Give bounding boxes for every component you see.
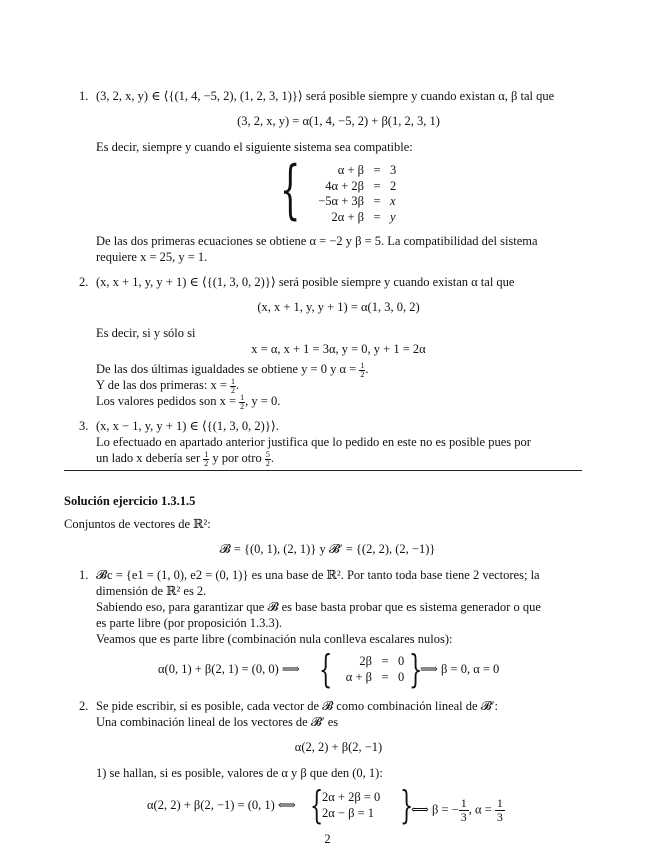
item-1-display-equation: (3, 2, x, y) = α(1, 4, −5, 2) + β(1, 2, 3, 1) (237, 114, 440, 128)
solution-part-2-system (322, 789, 380, 820)
fraction-one-half: $\frac{1}{2}$ (240, 392, 245, 411)
item-2-text-first-two: Y de las dos primeras: x = $\frac{1}{2}$ . (96, 376, 240, 395)
system-row: 2α − β = 1 (322, 805, 375, 820)
solution-part-2-line-1: Se pide escribir, si es posible, cada vector de 𝓑 como combinación lineal de 𝓑′: (96, 699, 498, 713)
solution-sets-display: 𝓑 = {(0, 1), (2, 1)} y 𝓑′ = {(2, 2), (2, −1)} (219, 542, 436, 556)
item-3-text-contradiction: un lado x debería ser $\frac{1}{2}$ y por otro $\frac{5}{2}$ . (96, 449, 274, 468)
fraction-one-half: $\frac{1}{2}$ (204, 449, 209, 468)
item-1-text-conclusion: De las dos primeras ecuaciones se obtiene α = −2 y β = 5. La compatibilidad del sistema (96, 234, 538, 248)
solution-part-1-line-3: Sabiendo eso, para garantizar que 𝓑 es base basta probar que es sistema generador o que (96, 600, 541, 614)
solution-part-2-number: 2. (79, 699, 89, 713)
right-brace-icon: } (409, 647, 423, 691)
item-2-number: 2. (79, 275, 89, 289)
solution-part-1-line-2: dimensión de ℝ² es 2. (96, 584, 207, 598)
item-2-text-iff: Es decir, si y sólo si (96, 326, 196, 340)
solution-part-1-equation-left: α(0, 1) + β(2, 1) = (0, 0) ⟹ (158, 662, 300, 676)
item-2-text-values: Los valores pedidos son x = $\frac{1}{2}$ , y = 0. (96, 392, 281, 411)
fraction-five-halves: $\frac{5}{2}$ (265, 449, 270, 468)
right-brace-icon: } (400, 783, 414, 827)
solution-part-2-line-2: Una combinación lineal de los vectores de 𝓑′ es (96, 715, 339, 729)
system-row: 4α + 2β = 2 (325, 178, 397, 193)
solution-part-1-line-1: 𝓑c = {e1 = (1, 0), e2 = (0, 1)} es una base de ℝ². Por tanto toda base tiene 2 vectores; la (96, 568, 540, 582)
page-number: 2 (324, 832, 331, 846)
item-1-system (296, 162, 396, 224)
horizontal-rule (64, 470, 582, 471)
solution-part-2-display: α(2, 2) + β(2, −1) (294, 740, 383, 754)
item-1-number: 1. (79, 89, 89, 103)
solution-part-1-number: 1. (79, 568, 89, 582)
solution-part-1-line-5: Veamos que es parte libre (combinación nula conlleva escalares nulos): (96, 632, 453, 646)
solution-heading: Solución ejercicio 1.3.1.5 (64, 494, 196, 508)
item-2-statement: (x, x + 1, y, y + 1) ∈ ⟨{(1, 3, 0, 2)}⟩ será posible siempre y cuando existan α tal que (96, 275, 515, 289)
solution-part-1-line-4: es parte libre (por proposición 1.3.3). (96, 616, 283, 630)
left-brace-icon: { (310, 783, 324, 827)
item-1-text-compatible: Es decir, siempre y cuando el siguiente sistema sea compatible: (96, 140, 413, 154)
solution-part-1-system (332, 653, 404, 684)
item-3-statement: (x, x − 1, y, y + 1) ∈ ⟨{(1, 3, 0, 2)}⟩. (96, 419, 279, 433)
item-2-text-last-equalities: De las dos últimas igualdades se obtiene y = 0 y α = $\frac{1}{2}$ . (96, 360, 369, 379)
system-row: 2α + 2β = 0 (322, 790, 381, 804)
system-row: α + β = 0 (345, 669, 405, 684)
item-1-text-requires: requiere x = 25, y = 1. (96, 250, 208, 264)
item-2-display-equation: (x, x + 1, y, y + 1) = α(1, 3, 0, 2) (257, 300, 420, 314)
system-row: 2β = 0 (359, 654, 405, 668)
solution-part-1-equation-right: ⟹ β = 0, α = 0 (420, 662, 500, 676)
left-brace-icon: { (280, 153, 301, 227)
left-brace-icon: { (319, 647, 333, 691)
item-2-display-equalities: x = α, x + 1 = 3α, y = 0, y + 1 = 2α (251, 342, 426, 356)
system-row: −5α + 3β = x (318, 194, 396, 208)
solution-intro: Conjuntos de vectores de ℝ²: (64, 517, 211, 531)
solution-part-2-line-3: 1) se hallan, si es posible, valores de α y β que den (0, 1): (96, 766, 383, 780)
item-3-number: 3. (79, 419, 89, 433)
item-3-text-justification: Lo efectuado en apartado anterior justifica que lo pedido en este no es posible pues por (96, 435, 531, 449)
system-row: 2α + β = y (331, 209, 396, 224)
fraction-one-half: $\frac{1}{2}$ (360, 360, 365, 379)
fraction-one-third: $\frac{1}{3}$ (496, 796, 503, 824)
item-1-statement: (3, 2, x, y) ∈ ⟨{(1, 4, −5, 2), (1, 2, 3, 1)}⟩ será posible siempre y cuando existan α, β tal que (96, 89, 555, 103)
solution-part-2-equation-right: ⟺ β = − $\frac{1}{3}$ , α = $\frac{1}{3}$ (411, 796, 503, 824)
solution-part-2-equation-left: α(2, 2) + β(2, −1) = (0, 1) ⟺ (147, 798, 296, 812)
system-row: α + β = 3 (337, 163, 397, 177)
fraction-one-third: $\frac{1}{3}$ (460, 796, 467, 824)
fraction-one-half: $\frac{1}{2}$ (231, 376, 235, 395)
